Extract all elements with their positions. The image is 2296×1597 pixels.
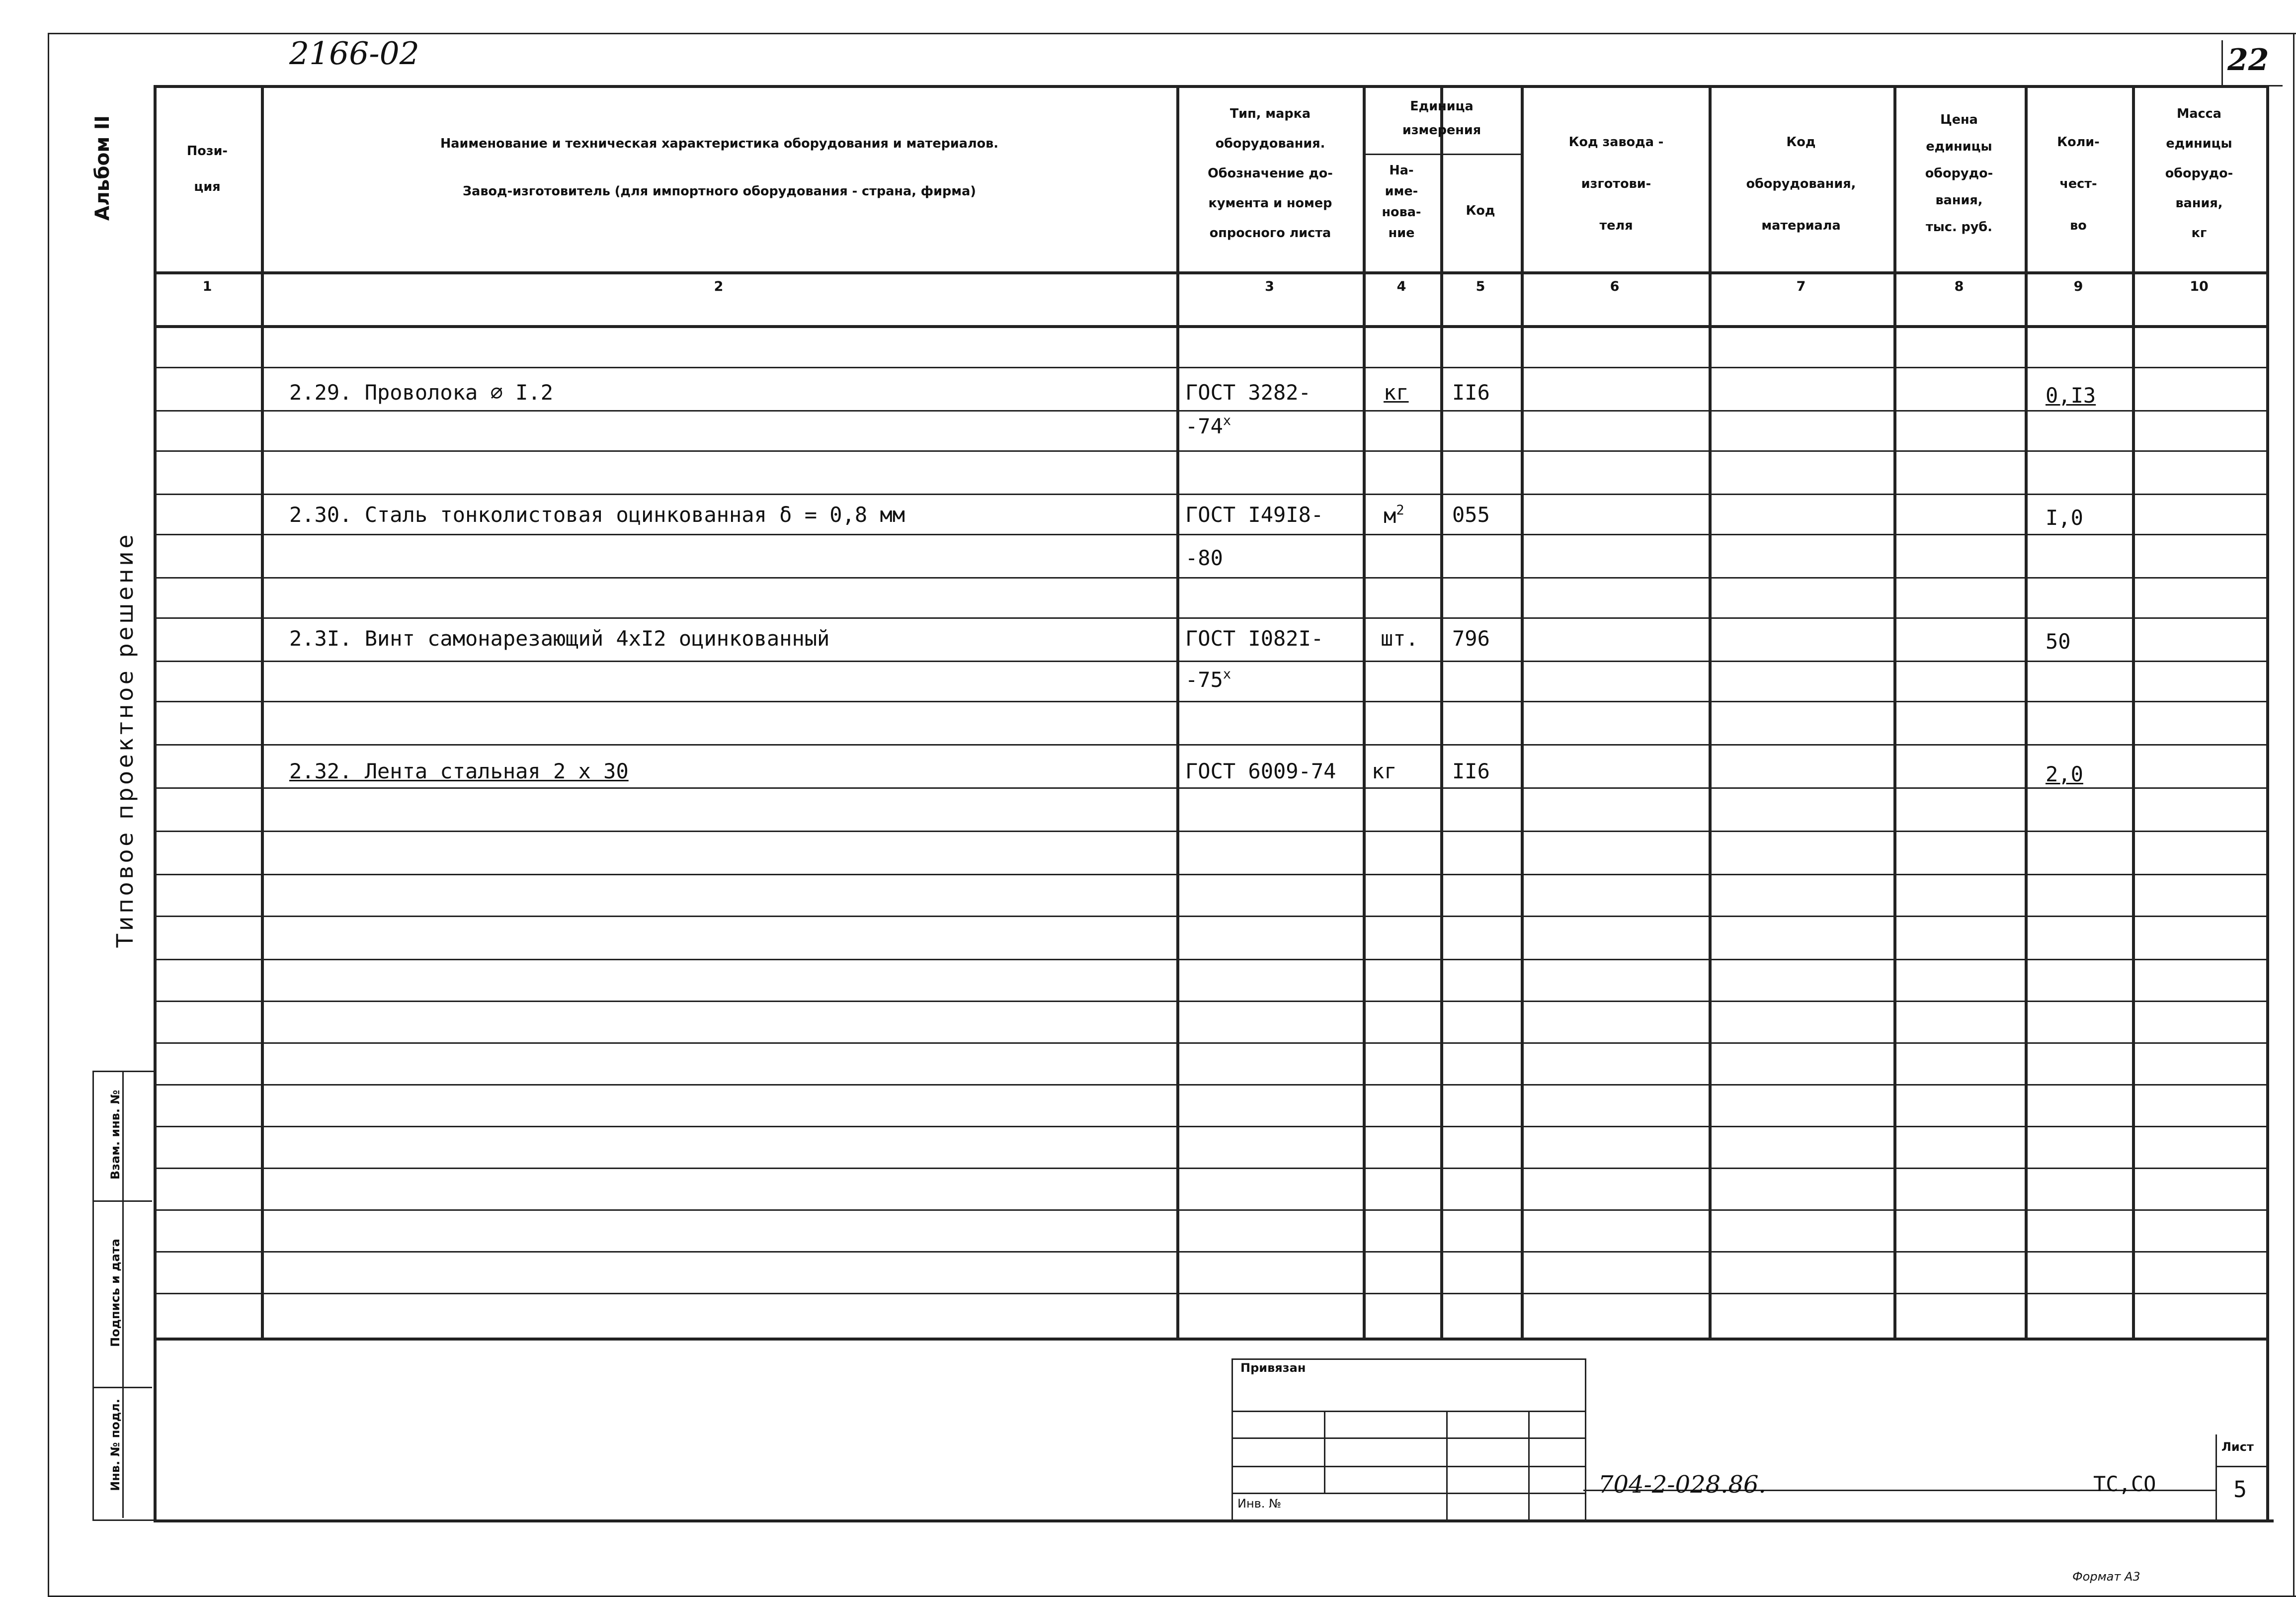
header-factory-code: Код завода - изготови- теля [1568,136,1664,234]
row-code-2-30: 055 [1452,504,1490,528]
row-line [154,450,2266,452]
header-quantity: Коли- чест- во [2057,136,2100,234]
row-unit-2-29: кг [1384,382,1409,406]
header-bottom-line [154,271,2266,274]
page-left-border [48,33,49,1596]
frame-top [154,85,2266,88]
numbers-bottom-line [154,325,2266,328]
row-line [154,1293,2266,1294]
row-name-2-31: 2.3I. Винт самонарезающий 4хI2 оцинкованный [289,628,830,652]
row-line [154,534,2266,535]
row-name-2-30: 2.30. Сталь тонколистовая оцинкованная δ = 0,8 мм [289,504,905,528]
top-handwritten-number: 2166-02 [289,36,419,72]
row-doc2-sup-2-29: х [1223,415,1231,429]
header-mass: Масса единицы оборудо- вания, кг [2165,107,2233,242]
row-doc2-2-30: -80 [1185,547,1223,571]
page-top-border [48,33,2296,34]
page-right-border [2293,33,2295,1596]
stamp-inv-number: Инв. № подл. [109,1399,122,1491]
row-line [154,916,2266,917]
header-type: Тип, марка оборудования. Обозначение до- кумента и номер опросного листа [1208,107,1333,242]
row-name-2-29: 2.29. Проволока ∅ I.2 [289,382,554,406]
row-doc2-2-31: -75 [1185,669,1223,693]
row-name-2-32: 2.32. Лента стальная 2 х 30 [289,760,629,784]
row-line [154,1126,2266,1127]
header-name-line1: Наименование и техническая характеристика оборудования и материалов. [440,137,999,152]
col-num-7: 7 [1796,280,1806,295]
row-line [154,1251,2266,1253]
row-line [154,1338,2266,1341]
row-code-2-31: 796 [1452,628,1490,652]
accepted-stamp-box [1231,1358,1586,1519]
row-line [154,1001,2266,1002]
col-num-6: 6 [1610,280,1620,295]
col-num-5: 5 [1476,280,1485,295]
row-unit-2-31: шт. [1381,628,1418,652]
row-line [154,617,2266,619]
row-qty-2-31: 50 [2046,631,2071,655]
row-doc-2-30: ГОСТ I49I8- [1185,504,1324,528]
header-position: Пози- ция [186,145,228,195]
document-number: 704-2-028.86. [1598,1470,1766,1499]
row-doc-2-29: ГОСТ 3282- [1185,382,1311,406]
row-doc2-sup-2-31: х [1223,668,1231,683]
row-doc-2-31: ГОСТ I082I- [1185,628,1324,652]
accepted-label: Привязан [1240,1361,1306,1375]
row-unit-2-32: кг [1372,760,1397,784]
header-equipment-code: Код оборудования, материала [1746,136,1856,234]
header-name-line2: Завод-изготовитель (для импортного оборудования - страна, фирма) [463,185,976,200]
row-line [154,577,2266,579]
col-num-4: 4 [1396,280,1406,295]
row-line [154,831,2266,832]
inv-label: Инв. № [1237,1497,1282,1511]
row-code-2-32: II6 [1452,760,1490,784]
row-line [154,787,2266,789]
row-line [154,494,2266,495]
row-doc-2-32: ГОСТ 6009-74 [1185,760,1336,784]
row-qty-2-32: 2,0 [2046,763,2083,787]
project-title-vertical: Типовое проектное решение [112,531,139,948]
row-line [154,661,2266,662]
sheet-number: 5 [2233,1476,2247,1503]
frame-right [2266,85,2269,1519]
row-line [154,1168,2266,1169]
sheet-label: Лист [2221,1440,2254,1454]
row-line [154,874,2266,875]
row-unit-2-30: м [1384,504,1396,529]
row-doc2-2-29: -74 [1185,415,1223,439]
row-line [154,1042,2266,1044]
row-code-2-29: II6 [1452,382,1490,406]
row-line [154,367,2266,368]
col-num-3: 3 [1265,280,1274,295]
format-label: Формат А3 [2072,1570,2140,1584]
row-line [154,410,2266,412]
album-label: Альбом II [92,115,115,221]
header-price: Цена единицы оборудо- вания, тыс. руб. [1925,113,1993,236]
row-unit-sup-2-30: 2 [1396,504,1404,519]
stamp-replaced-inv: Взам. инв. № [109,1090,122,1180]
sheet-corner-number: 22 [2227,42,2269,78]
header-unit-name: На- име- нова- ние [1382,164,1421,242]
row-line [154,1084,2266,1086]
frame-bottom [154,1519,2274,1522]
header-unit-code: Код [1466,204,1495,219]
unit-group-line [1363,154,1521,155]
col-num-1: 1 [202,280,212,295]
col-num-8: 8 [1954,280,1964,295]
row-qty-2-30: I,0 [2046,507,2083,531]
col-num-9: 9 [2073,280,2083,295]
row-qty-2-29: 0,I3 [2046,385,2096,409]
header-unit-group: Единица измерения [1402,100,1481,139]
col-num-10: 10 [2190,280,2209,295]
row-line [154,1209,2266,1211]
col-num-2: 2 [714,280,724,295]
row-line [154,959,2266,960]
stamp-signature-date: Подпись и дата [109,1239,122,1347]
row-line [154,701,2266,702]
row-line [154,744,2266,746]
document-code: ТС,СО [2093,1473,2156,1497]
